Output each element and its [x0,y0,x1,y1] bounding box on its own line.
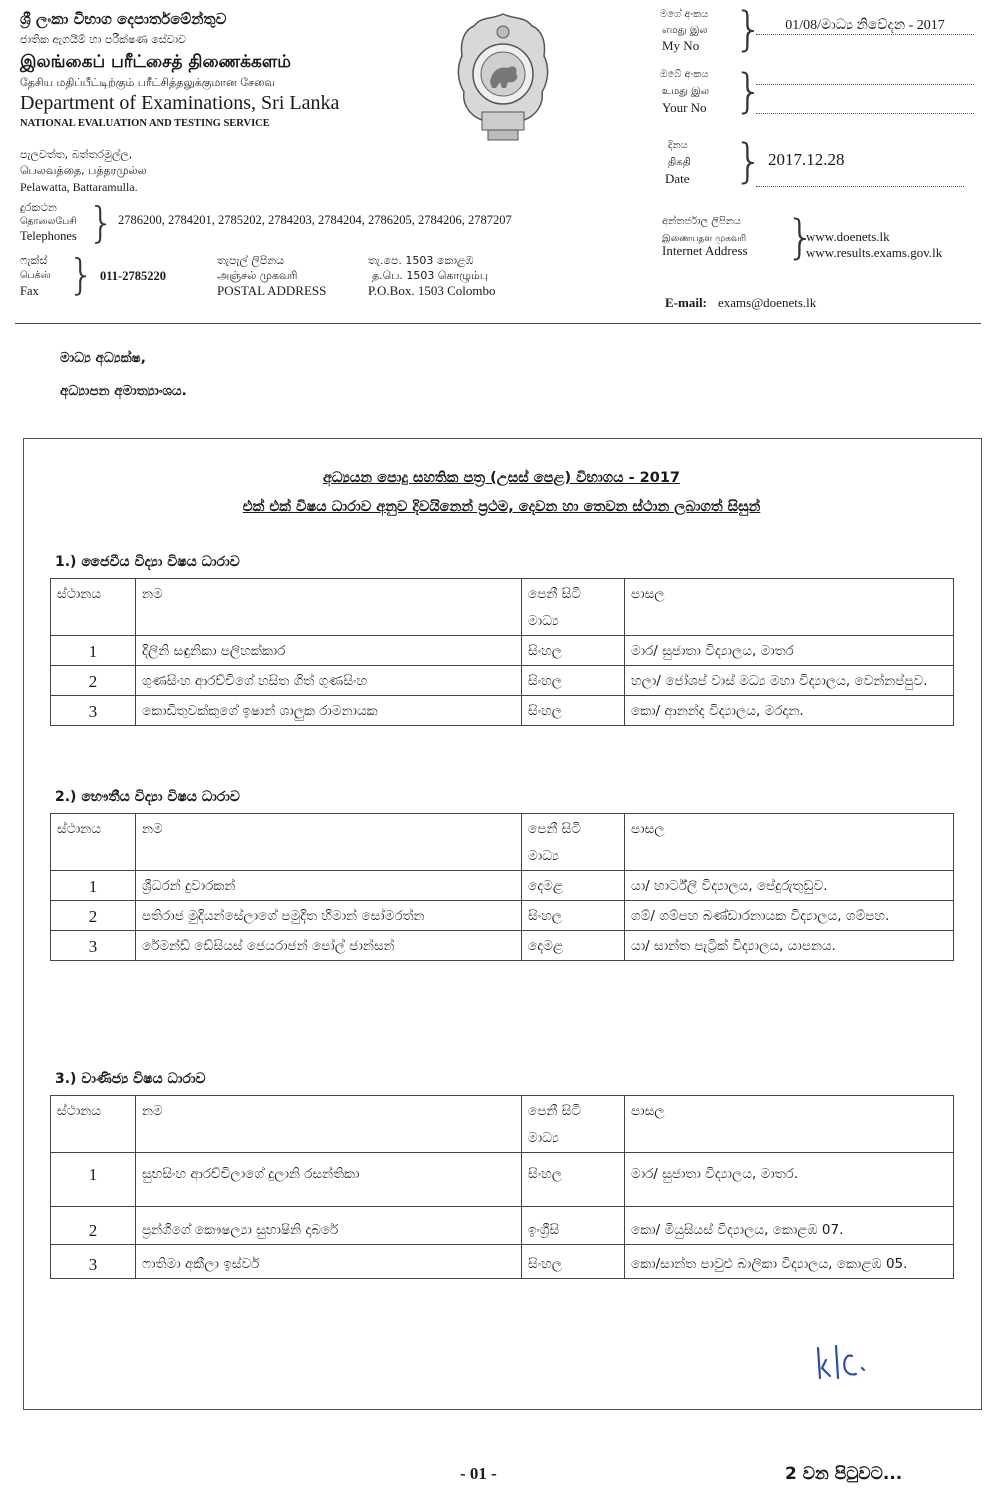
address-sinhala: පැලවත්ත, බත්තරමුල්ල, [20,148,133,161]
brace-icon: } [734,2,764,56]
dept-name-sinhala: ශ්‍රී ලංකා විභාග දෙපාර්තමේන්තුව [20,10,227,28]
name-cell: සුභසිංහ ආරච්චිලාගේ දුලානි රසන්තිකා [136,1153,522,1207]
brace-icon: } [734,64,764,118]
table-header-row [51,579,954,636]
school-cell: හලා/ ජෝශප් වාස් මධ්‍ය මහා විද්‍යාලය, වෙන්නප්පුව. [625,666,954,696]
recipient-line-1: මාධ්‍ය අධ්‍යක්ෂ, [60,350,146,366]
recipient-line-2: අධ්‍යාපන අමාත්‍යාංශය. [60,383,187,399]
table-row [51,871,954,901]
rank-cell: 1 [51,1153,136,1207]
rank-cell: 2 [51,1207,136,1245]
date-line [756,186,964,187]
table-row [51,1153,954,1207]
header-medium: පෙනී සිටි මාධ්‍ය [522,579,625,636]
school-cell: ගම්/ ගම්පහ බණ්ඩාරනායක විද්‍යාලය, ගම්පහ. [625,901,954,931]
table-row [51,696,954,726]
rank-cell: 2 [51,666,136,696]
postal-label-english: POSTAL ADDRESS [217,283,327,298]
name-cell: පතිරාජ මුදියන්සේලාගේ පමුදිත හිමාන් සෝමරත්න [136,901,522,931]
school-cell: කො/ ආනන්ද විද්‍යාලය, මරදාන. [625,696,954,726]
your-no-label-sinhala: ඔබේ අංකය [660,69,709,80]
medium-cell: දෙමළ [522,871,625,901]
my-no-label-tamil: எமது இல [662,25,708,36]
dept-service-tamil: தேசிய மதிப்பீட்டிற்கும் பரீட்சித்தலுக்குமான சேவை [20,76,276,89]
header-medium: පෙනී සිටි මාධ්‍ය [522,814,625,871]
medium-cell: සිංහල [522,666,625,696]
brace-icon: } [786,210,816,264]
table-row [51,931,954,961]
rank-cell: 3 [51,696,136,726]
brace-icon: } [734,134,764,188]
fax-label-sinhala: ෆැක්ස් [20,254,48,267]
fax-label-english: Fax [20,284,39,298]
postal-english: P.O.Box. 1503 Colombo [368,283,496,298]
header-name: නම [136,579,522,636]
medium-cell: සිංහල [522,636,625,666]
table-row [51,636,954,666]
dept-service-sinhala: ජාතික ඇගයීම් හා පරීක්ෂණ සේවාව [20,33,187,46]
document-title: අධ්‍යයන පොදු සහතික පත්‍ර (උසස් පෙළ) විභාගය - 2017 [322,470,681,486]
date-value: 2017.12.28 [768,150,845,169]
my-no-label-english: My No [662,38,700,53]
school-cell: යා/ සාන්ත පැට්‍රික් විද්‍යාලය, යාපනය. [625,931,954,961]
table-row [51,1207,954,1245]
fax-label-tamil: பெக்ஸ் [20,270,51,281]
fax-number: 011-2785220 [100,269,166,283]
my-no-label-sinhala: මගේ අංකය [660,9,709,20]
medium-cell: සිංහල [522,1245,625,1279]
medium-cell: සිංහල [522,1153,625,1207]
your-no-value [756,84,974,85]
rank-cell: 1 [51,871,136,901]
date-label-sinhala: දිනය [668,140,688,151]
school-cell: මාර/ සුජාතා විද්‍යාලය, මාතර [625,636,954,666]
header-rank: ස්ථානය [51,1096,136,1153]
header-divider [15,323,981,324]
name-cell: දිලිනි සඳුනිකා පලිහක්කාර [136,636,522,666]
rank-cell: 3 [51,931,136,961]
table-header-row [51,814,954,871]
name-cell: කොඩිතුවක්කුගේ ඉෂාන් ශාලුක රාමනායක [136,696,522,726]
date-label-english: Date [665,171,690,186]
email-label: E-mail: [665,295,707,310]
address-tamil: பெலவத்தை, பத்தரமுல்ல [20,164,147,177]
school-cell: මාර/ සුජාතා විද්‍යාලය, මාතර. [625,1153,954,1207]
header-school: පාසල [625,814,954,871]
table-row [51,666,954,696]
postal-label-sinhala: තැපැල් ලිපිනය [217,254,285,267]
continued-note: 2 වන පිටුවට... [785,1464,903,1484]
website-link[interactable]: www.doenets.lk [806,229,890,244]
medium-cell: ඉංග්‍රීසි [522,1207,625,1245]
brace-icon: } [68,250,95,299]
medium-cell: සිංහල [522,901,625,931]
table-row [51,1245,954,1279]
brace-icon: } [88,198,115,247]
your-no-label-english: Your No [662,100,707,115]
results-website-link[interactable]: www.results.exams.gov.lk [806,245,943,260]
rank-cell: 2 [51,901,136,931]
results-table-commerce [50,1095,954,1279]
name-cell: ගුණසිංහ ආරච්චිගේ හසිත ගිත් ගුණසිංහ [136,666,522,696]
signature-initials [812,1338,907,1386]
name-cell: ශ්‍රීධරන් දුවාරකන් [136,871,522,901]
telephone-numbers: 2786200, 2784201, 2785202, 2784203, 2784204, 2786205, 2784206, 2787207 [118,213,512,227]
table-header-row [51,1096,954,1153]
date-label-tamil: திகதி [668,157,691,168]
internet-label-tamil: இணையதள முகவரி [662,234,747,244]
dept-service-english: NATIONAL EVALUATION AND TESTING SERVICE [20,118,270,129]
school-cell: යා/ හාර්ට්ලි විද්‍යාලය, පේදුරුතුඩුව. [625,871,954,901]
your-no-value-line [756,113,974,114]
header-school: පාසල [625,1096,954,1153]
header-school: පාසල [625,579,954,636]
page-number: - 01 - [460,1464,497,1483]
sri-lanka-emblem-icon [452,12,554,144]
my-no-value: 01/08/මාධ්‍ය නිවේදන - 2017 [756,18,974,35]
section-title-bio: 1.) ජෛවීය විද්‍යා විෂය ධාරාව [55,554,240,570]
rank-cell: 3 [51,1245,136,1279]
name-cell: ෆාතිමා අකීලා ඉස්වර් [136,1245,522,1279]
medium-cell: දෙමළ [522,931,625,961]
name-cell: ප්‍රන්ගිගේ කෞෂල්‍යා සුභාෂිනි දාබරේ [136,1207,522,1245]
header-medium: පෙනී සිටි මාධ්‍ය [522,1096,625,1153]
school-cell: කො/සාන්ත පාවුළු බාලිකා විද්‍යාලය, කොළඹ 05. [625,1245,954,1279]
section-title-physical: 2.) භෞතීය විද්‍යා විෂය ධාරාව [55,789,240,805]
medium-cell: සිංහල [522,696,625,726]
header-name: නම [136,814,522,871]
internet-label-english: Internet Address [662,243,748,258]
section-title-commerce: 3.) වාණිජ්‍ය විෂය ධාරාව [55,1071,206,1087]
tel-label-english: Telephones [20,229,77,243]
school-cell: කො/ මියුසියස් විද්‍යාලය, කොළඹ 07. [625,1207,954,1245]
address-english: Pelawatta, Battaramulla. [20,180,138,194]
header-name: නම [136,1096,522,1153]
tel-label-sinhala: දුරකථන [20,201,57,214]
dept-name-english: Department of Examinations, Sri Lanka [20,92,340,114]
results-table-bio [50,578,954,726]
postal-tamil: த.பெ. 1503 கொழும்பு [372,269,489,282]
document-subtitle: එක් එක් විෂය ධාරාව අනුව දිවයිනෙන් ප්‍රථම, දෙවන හා තෙවන ස්ථාන ලබාගත් සිසුන් [242,499,761,515]
table-row [51,901,954,931]
internet-label-sinhala: අන්තර්ජාල ලිපිනය [662,216,742,227]
rank-cell: 1 [51,636,136,666]
header-rank: ස්ථානය [51,814,136,871]
your-no-label-tamil: உமது இல [662,86,709,97]
header-rank: ස්ථානය [51,579,136,636]
results-table-physical [50,813,954,961]
dept-name-tamil: இலங்கைப் பரீட்சைத் திணைக்களம் [20,52,291,72]
email-link[interactable]: exams@doenets.lk [718,295,817,310]
name-cell: රේමන්ඩ් ඩේසියස් ජෙයරාජන් පෝල් ජාන්සන් [136,931,522,961]
postal-sinhala: තැ.පෙ. 1503 කොළඹ [368,254,474,267]
tel-label-tamil: தொலைபேசி [20,216,77,227]
postal-label-tamil: அஞ்சல் முகவரி [217,269,298,282]
